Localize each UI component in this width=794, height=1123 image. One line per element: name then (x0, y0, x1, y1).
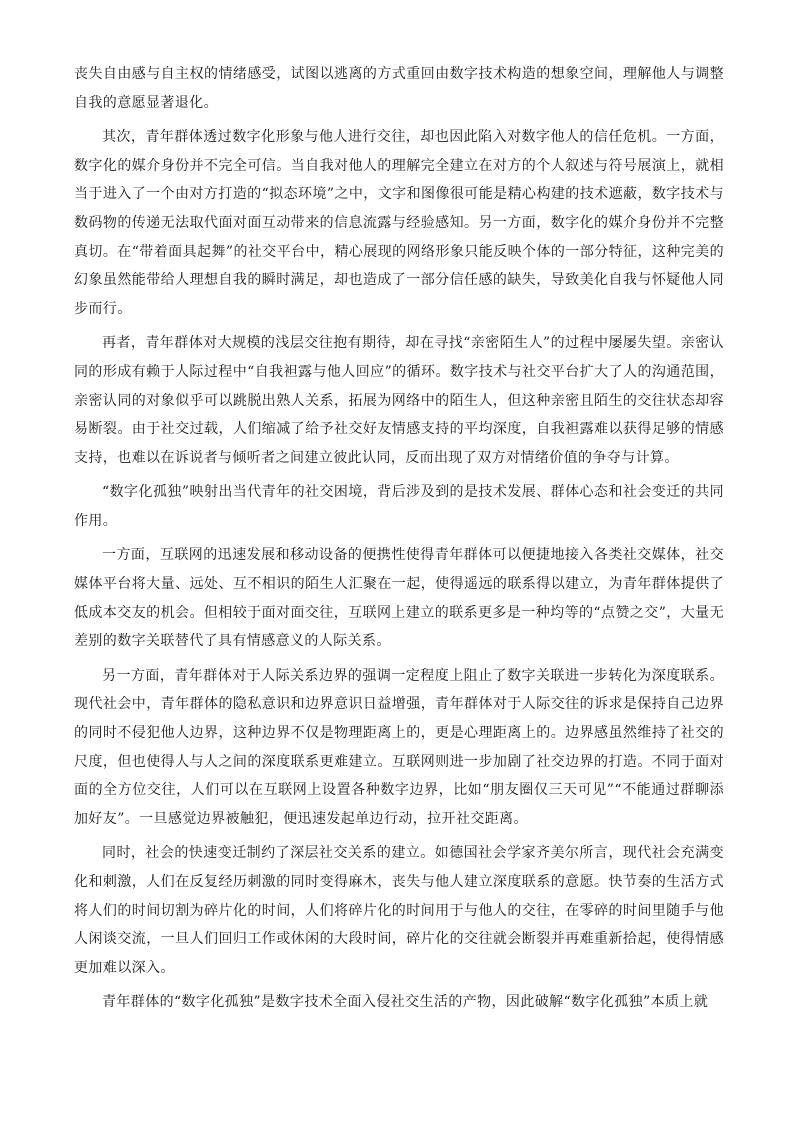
paragraph-1: 丧失自由感与自主权的情绪感受，试图以逃离的方式重回由数字技术构造的想象空间，理解他人与调整自我的意愿显著退化。 (74, 66, 724, 111)
paragraph-5: 一方面，互联网的迅速发展和移动设备的便携性使得青年群体可以便捷地接入各类社交媒体，社交媒体平台将大量、远处、互不相识的陌生人汇聚在一起，使得遥远的联系得以建立，为青年群体提供了低成本交友的机会。但相较于面对面交往，互联网上建立的联系更多是一种均等的“点赞之交”，大量无差别的数字关联替代了具有情感意义的人际关系。 (74, 547, 724, 650)
paragraph-4: “数字化孤独”映射出当代青年的社交困境，背后涉及到的是技术发展、群体心态和社会变迁的共同作用。 (74, 484, 724, 530)
article-body (74, 60, 724, 1023)
paragraph-2: 其次，青年群体透过数字化形象与他人进行交往，却也因此陷入对数字他人的信任危机。一方面，数字化的媒介身份并不完全可信。当自我对他人的理解完全建立在对方的个人叙述与符号展演上，就相当于进入了一个由对方打造的“拟态环境”之中，文字和图像很可能是精心构建的技术遮蔽，数字技术与数码物的传递无法取代面对面互动带来的信息流露与经验感知。另一方面，数字化的媒介身份并不完整真切。在“带着面具起舞”的社交平台中，精心展现的网络形象只能反映个体的一部分特征，这种完美的幻象虽然能带给人理想自我的瞬时满足，却也造成了一部分信任感的缺失，导致美化自我与怀疑他人同步而行。 (74, 128, 724, 318)
paragraph-6: 另一方面，青年群体对于人际关系边界的强调一定程度上阻止了数字关联进一步转化为深度联系。现代社会中，青年群体的隐私意识和边界意识日益增强，青年群体对于人际交往的诉求是保持自己边界的同时不侵犯他人边界，这种边界不仅是物理距离上的，更是心理距离上的。边界感虽然维持了社交的尺度，但也使得人与人之间的深度联系更难建立。互联网则进一步加剧了社交边界的打造。不同于面对面的全方位交往，人们可以在互联网上设置各种数字边界，比如“朋友圈仅三天可见”“不能通过群聊添加好友”。一旦感觉边界被触犯，便迅速发起单边行动，拉开社交距离。 (74, 667, 724, 828)
paragraph-3: 再者，青年群体对大规模的浅层交往抱有期待，却在寻找“亲密陌生人”的过程中屡屡失望。亲密认同的形成有赖于人际过程中“自我袒露与他人回应”的循环。数字技术与社交平台扩大了人的沟通范围，亲密认同的对象似乎可以跳脱出熟人关系，拓展为网络中的陌生人，但这种亲密且陌生的交往状态却容易断裂。由于社交过载，人们缩减了给予社交好友情感支持的平均深度，自我袒露难以获得足够的情感支持，也难以在诉说者与倾听者之间建立彼此认同，反而出现了双方对情绪价值的争夺与计算。 (74, 335, 724, 467)
paragraph-8: 青年群体的“数字化孤独”是数字技术全面入侵社交生活的产物，因此破解“数字化孤独”本质上就 (102, 994, 709, 1011)
paragraph-7: 同时，社会的快速变迁制约了深层社交关系的建立。如德国社会学家齐美尔所言，现代社会充满变化和刺激，人们在反复经历刺激的同时变得麻木，丧失与他人建立深度联系的意愿。快节奏的生活方式将人们的时间切割为碎片化的时间，人们将碎片化的时间用于与他人的交往，在零碎的时间里随手与他人闲谈交流，一旦人们回归工作或休闲的大段时间，碎片化的交往就会断裂并再难重新拾起，使得情感更加难以深入。 (74, 845, 724, 977)
